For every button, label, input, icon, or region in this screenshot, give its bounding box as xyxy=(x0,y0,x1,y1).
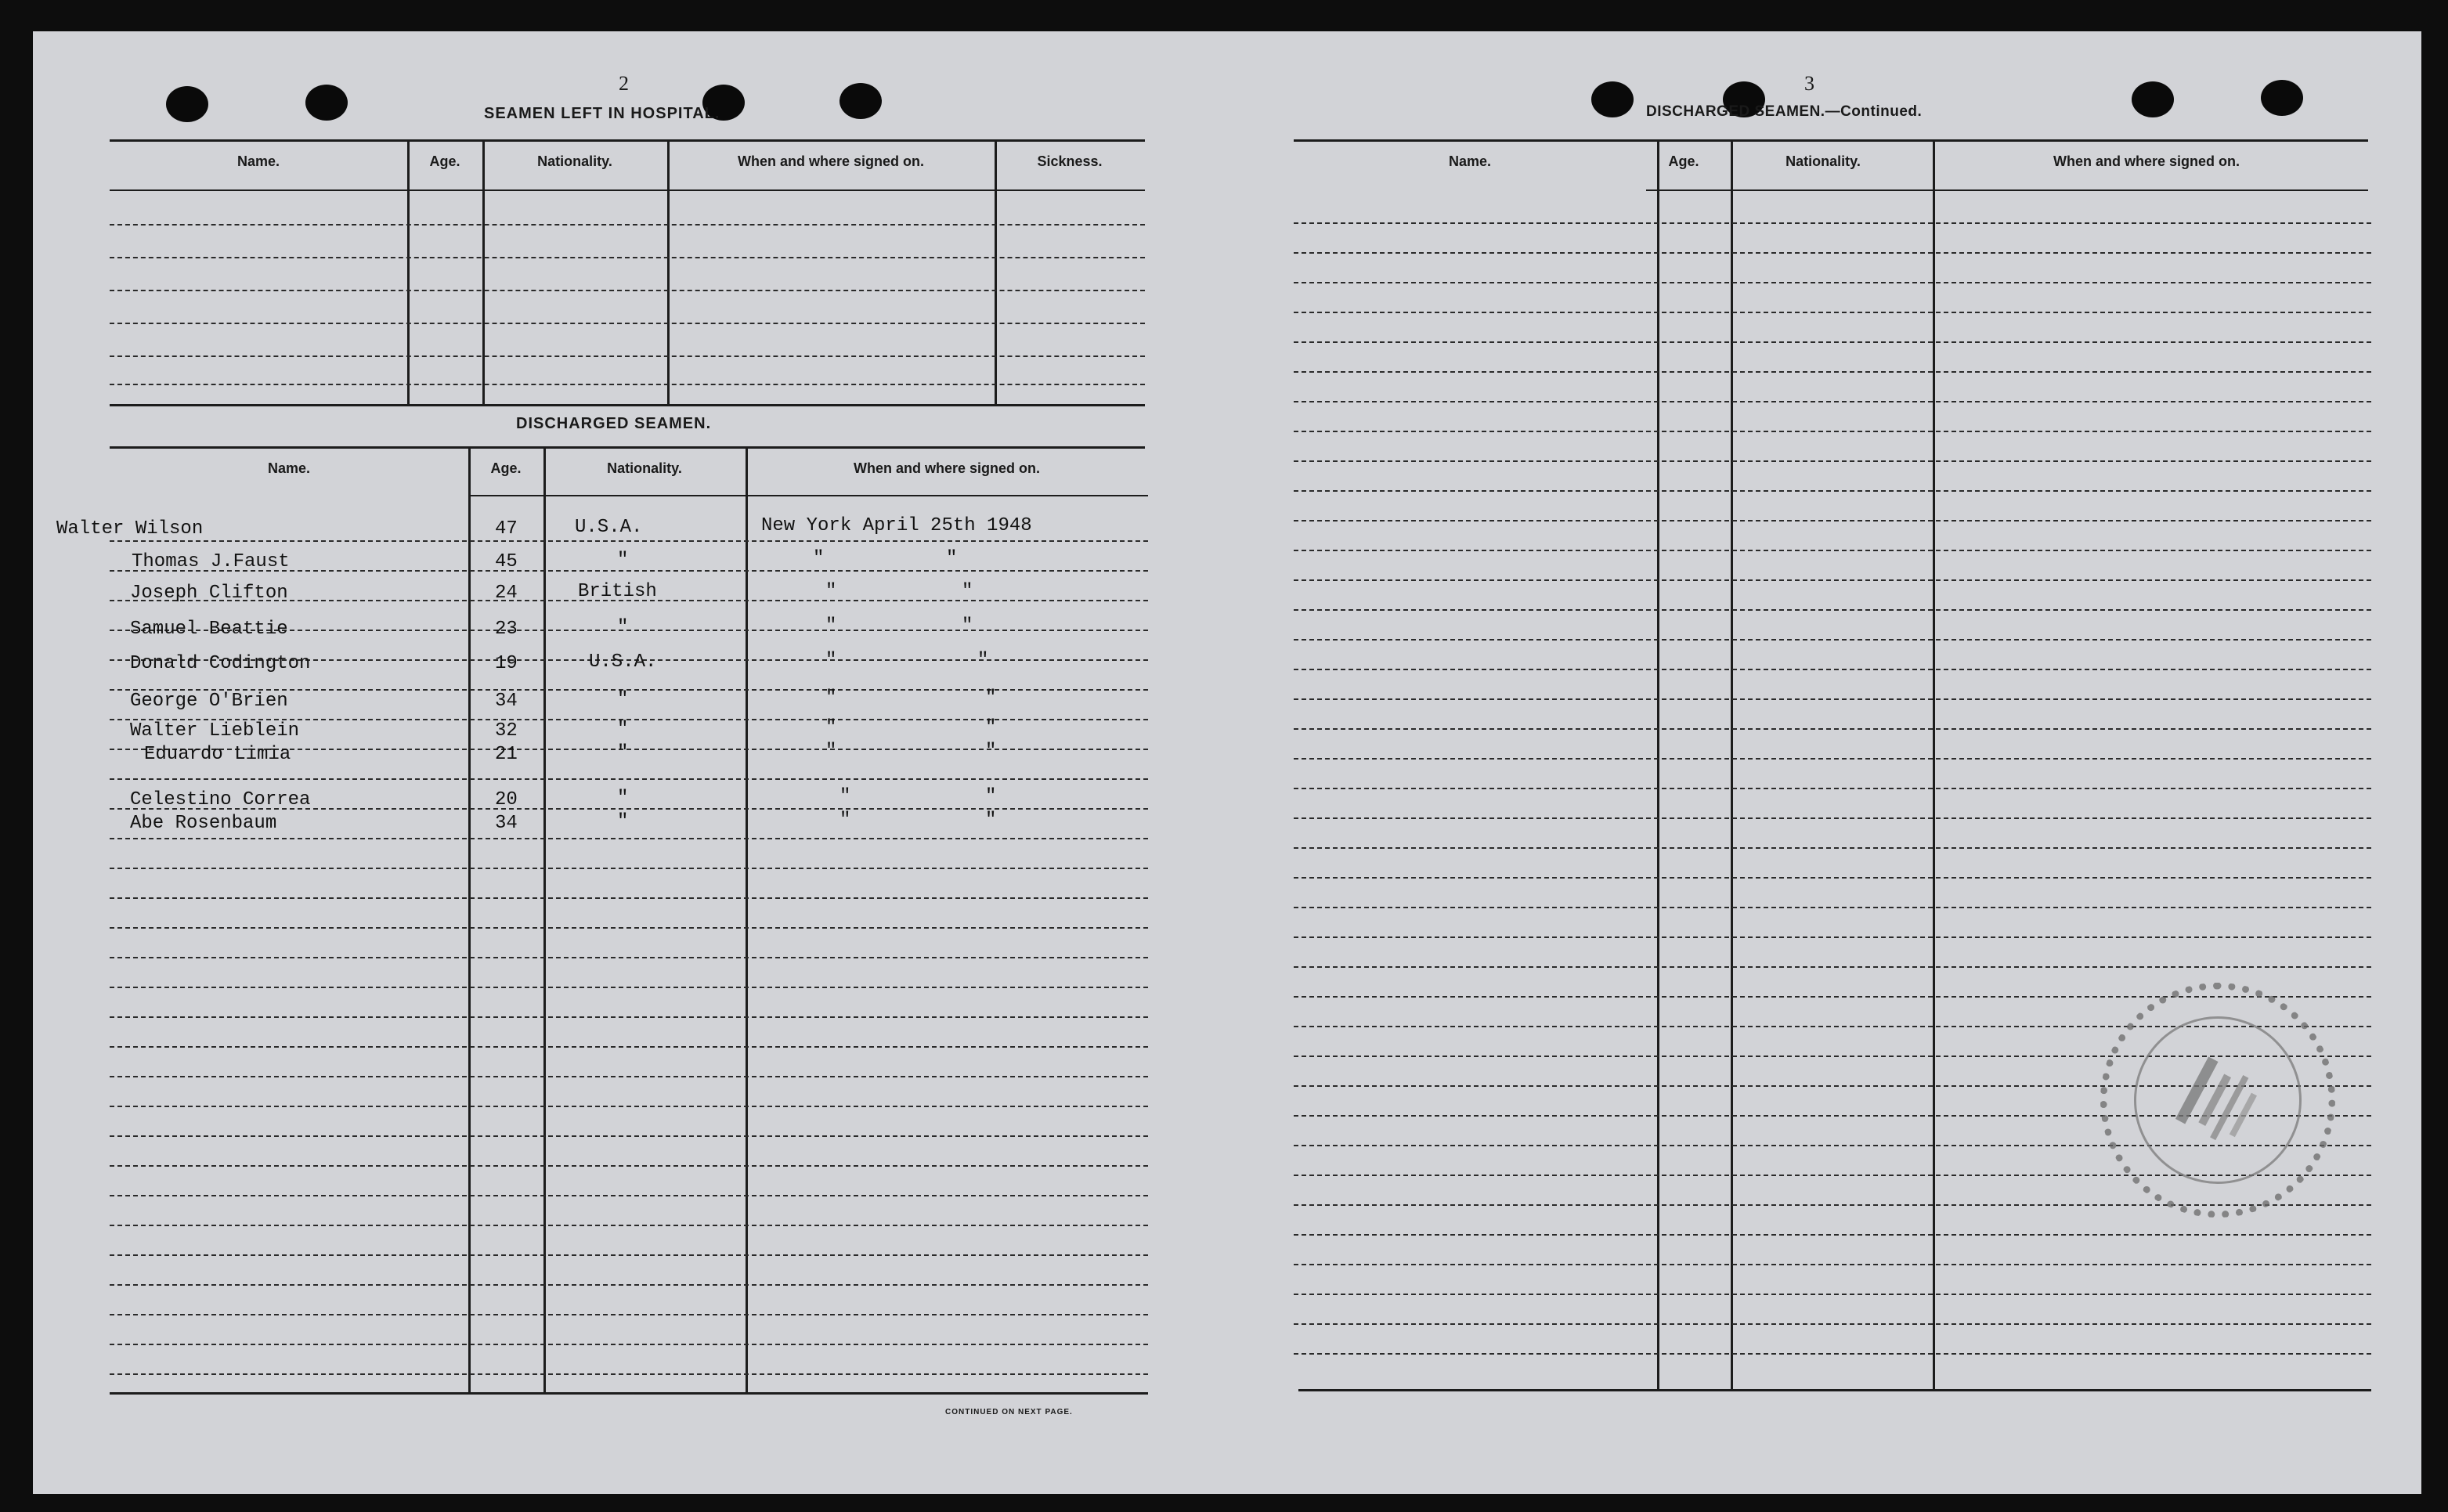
hospital-header-rule xyxy=(110,189,1145,191)
ruled-line xyxy=(1294,728,2371,730)
seaman-name: Abe Rosenbaum xyxy=(130,813,277,834)
hospital-row-line xyxy=(110,257,1145,258)
ruled-line xyxy=(110,927,1148,929)
ruled-line xyxy=(1294,579,2371,581)
ruled-line xyxy=(110,1106,1148,1107)
seaman-name: Walter Wilson xyxy=(56,518,204,539)
ruled-line xyxy=(1294,520,2371,521)
punch-hole xyxy=(166,86,208,122)
hospital-divider xyxy=(407,139,410,404)
right-col-name: Name. xyxy=(1448,153,1492,169)
hospital-divider xyxy=(667,139,670,404)
seaman-signed-on: " xyxy=(985,786,997,807)
ruled-line xyxy=(1294,966,2371,968)
ruled-line xyxy=(110,1135,1148,1137)
seaman-nationality: British xyxy=(578,581,657,602)
seaman-age: 34 xyxy=(495,691,518,712)
punch-hole xyxy=(839,83,882,119)
hospital-section-title: SEAMEN LEFT IN HOSPITAL. xyxy=(484,105,720,122)
discharged-col-age: Age. xyxy=(490,460,522,476)
ruled-line xyxy=(1294,877,2371,879)
discharged-col-nationality: Nationality. xyxy=(607,460,682,476)
ruled-line xyxy=(1294,282,2371,283)
discharged-header-rule xyxy=(468,495,1148,496)
ruled-line xyxy=(1294,936,2371,938)
seaman-age: 21 xyxy=(495,744,518,765)
ruled-line xyxy=(1294,907,2371,908)
seaman-nationality: " xyxy=(617,550,629,571)
seaman-signed-on: " xyxy=(985,687,997,709)
ruled-line xyxy=(110,1225,1148,1226)
ruled-line xyxy=(110,1195,1148,1196)
hospital-col-sickness: Sickness. xyxy=(1037,153,1103,169)
seaman-signed-on: " xyxy=(985,717,997,738)
ruled-line xyxy=(110,957,1148,958)
seaman-signed-on: " xyxy=(977,650,989,671)
seaman-name: Celestino Correa xyxy=(130,789,311,810)
seaman-name: Thomas J.Faust xyxy=(132,551,290,572)
seaman-name: Walter Lieblein xyxy=(130,720,300,742)
ruled-line xyxy=(1294,609,2371,611)
seaman-age: 32 xyxy=(495,720,518,742)
ruled-line xyxy=(110,868,1148,869)
punch-hole xyxy=(305,85,348,121)
seaman-nationality: " xyxy=(617,788,629,809)
ruled-line xyxy=(1294,341,2371,343)
right-col-signed-on: When and where signed on. xyxy=(2053,153,2240,169)
hospital-col-signed-on: When and where signed on. xyxy=(737,153,925,169)
ruled-line xyxy=(1294,312,2371,313)
continued-footer: CONTINUED ON NEXT PAGE. xyxy=(945,1408,1073,1416)
ruled-line xyxy=(1294,669,2371,670)
ruled-line xyxy=(1294,490,2371,492)
seaman-signed-on: " xyxy=(985,810,997,831)
ruled-line xyxy=(1294,252,2371,254)
seaman-nationality: U.S.A. xyxy=(589,651,657,673)
seaman-signed-on: " xyxy=(825,615,837,637)
ruled-line xyxy=(110,1254,1148,1256)
hospital-row-line xyxy=(110,290,1145,291)
ruled-line xyxy=(1294,1264,2371,1265)
hospital-divider xyxy=(482,139,485,404)
punch-hole xyxy=(2261,80,2303,116)
seaman-nationality: " xyxy=(617,719,629,740)
discharged-section-title: DISCHARGED SEAMEN. xyxy=(516,415,712,432)
seaman-signed-on: " xyxy=(962,615,973,637)
right-table-top-rule xyxy=(1294,139,2368,142)
seaman-nationality: " xyxy=(617,617,629,638)
right-divider xyxy=(1731,139,1733,1389)
ruled-line xyxy=(110,1165,1148,1167)
seaman-signed-on: " xyxy=(839,810,851,831)
ruled-line xyxy=(110,838,1148,839)
seaman-signed-on: " xyxy=(839,786,851,807)
ruled-line xyxy=(110,897,1148,899)
ruled-line xyxy=(1294,758,2371,760)
seaman-name: Joseph Clifton xyxy=(130,583,288,604)
ruled-line xyxy=(1294,817,2371,819)
discharged-divider xyxy=(543,446,546,1392)
ruled-line xyxy=(1294,1353,2371,1355)
discharged-continued-title: DISCHARGED SEAMEN.—Continued. xyxy=(1646,103,1923,120)
ruled-line xyxy=(110,1344,1148,1345)
seaman-nationality: " xyxy=(617,689,629,710)
hospital-row-line xyxy=(110,224,1145,226)
hospital-row-line xyxy=(110,355,1145,357)
ruled-line xyxy=(1294,698,2371,700)
seaman-signed-on: " xyxy=(813,548,825,569)
hospital-table-top-rule xyxy=(110,139,1145,142)
seaman-age: 23 xyxy=(495,619,518,640)
hospital-col-nationality: Nationality. xyxy=(537,153,612,169)
hospital-row-line xyxy=(110,384,1145,385)
page-number-left: 2 xyxy=(619,72,629,95)
ruled-line xyxy=(1294,639,2371,641)
ruled-line xyxy=(110,987,1148,988)
ruled-line xyxy=(110,540,1148,542)
seaman-signed-on: " xyxy=(962,581,973,602)
ruled-line xyxy=(1294,847,2371,849)
discharged-col-signed-on: When and where signed on. xyxy=(853,460,1041,476)
discharged-divider xyxy=(746,446,748,1392)
seaman-signed-on: " xyxy=(985,741,997,762)
ruled-line xyxy=(1294,1234,2371,1236)
seaman-signed-on: " xyxy=(825,687,837,709)
ruled-line xyxy=(1294,788,2371,789)
ruled-line xyxy=(1294,401,2371,402)
seaman-name: George O'Brien xyxy=(130,691,288,712)
hospital-col-age: Age. xyxy=(429,153,460,169)
manifest-sheet xyxy=(33,31,2421,1494)
ruled-line xyxy=(110,1373,1148,1375)
ruled-line xyxy=(110,1016,1148,1018)
seaman-signed-on: " xyxy=(946,548,958,569)
ruled-line xyxy=(110,1076,1148,1077)
right-table-bottom-rule xyxy=(1298,1389,2371,1391)
discharged-col-name: Name. xyxy=(267,460,311,476)
page-number-right: 3 xyxy=(1804,72,1814,95)
seaman-nationality: " xyxy=(617,811,629,832)
seaman-age: 24 xyxy=(495,583,518,604)
punch-hole xyxy=(1591,81,1634,117)
ruled-line xyxy=(110,1284,1148,1286)
seaman-name: Donald Codington xyxy=(130,653,311,674)
seaman-signed-on: " xyxy=(825,741,837,762)
ruled-line xyxy=(110,778,1148,780)
ruled-line xyxy=(110,1046,1148,1048)
ruled-line xyxy=(1294,1294,2371,1295)
seaman-signed-on: New York April 25th 1948 xyxy=(761,515,1032,536)
seaman-name: Eduardo Limia xyxy=(144,744,291,765)
ruled-line xyxy=(1294,1323,2371,1325)
discharged-divider xyxy=(468,446,471,1392)
ruled-line xyxy=(1294,460,2371,462)
seaman-name: Samuel Beattie xyxy=(130,619,288,640)
seaman-age: 20 xyxy=(495,789,518,810)
punch-hole xyxy=(2132,81,2174,117)
right-col-age: Age. xyxy=(1668,153,1699,169)
seaman-signed-on: " xyxy=(825,717,837,738)
seaman-nationality: " xyxy=(617,742,629,763)
ruled-line xyxy=(1294,550,2371,551)
right-header-rule xyxy=(1646,189,2368,191)
discharged-table-top-rule xyxy=(110,446,1145,449)
seaman-age: 19 xyxy=(495,653,518,674)
seaman-signed-on: " xyxy=(825,650,837,671)
ruled-line xyxy=(1294,222,2371,224)
seaman-nationality: U.S.A. xyxy=(575,517,643,538)
seaman-age: 45 xyxy=(495,551,518,572)
ruled-line xyxy=(110,1314,1148,1315)
right-divider xyxy=(1933,139,1935,1389)
hospital-row-line xyxy=(110,323,1145,324)
discharged-table-bottom-rule xyxy=(110,1392,1148,1395)
hospital-table-bottom-rule xyxy=(110,404,1145,406)
seaman-signed-on: " xyxy=(825,581,837,602)
seaman-age: 47 xyxy=(495,518,518,539)
right-col-nationality: Nationality. xyxy=(1785,153,1861,169)
hospital-divider xyxy=(995,139,997,404)
ruled-line xyxy=(1294,371,2371,373)
right-divider xyxy=(1657,139,1659,1389)
seaman-age: 34 xyxy=(495,813,518,834)
hospital-col-name: Name. xyxy=(236,153,280,169)
ruled-line xyxy=(1294,431,2371,432)
ink-stamp xyxy=(2100,983,2335,1218)
